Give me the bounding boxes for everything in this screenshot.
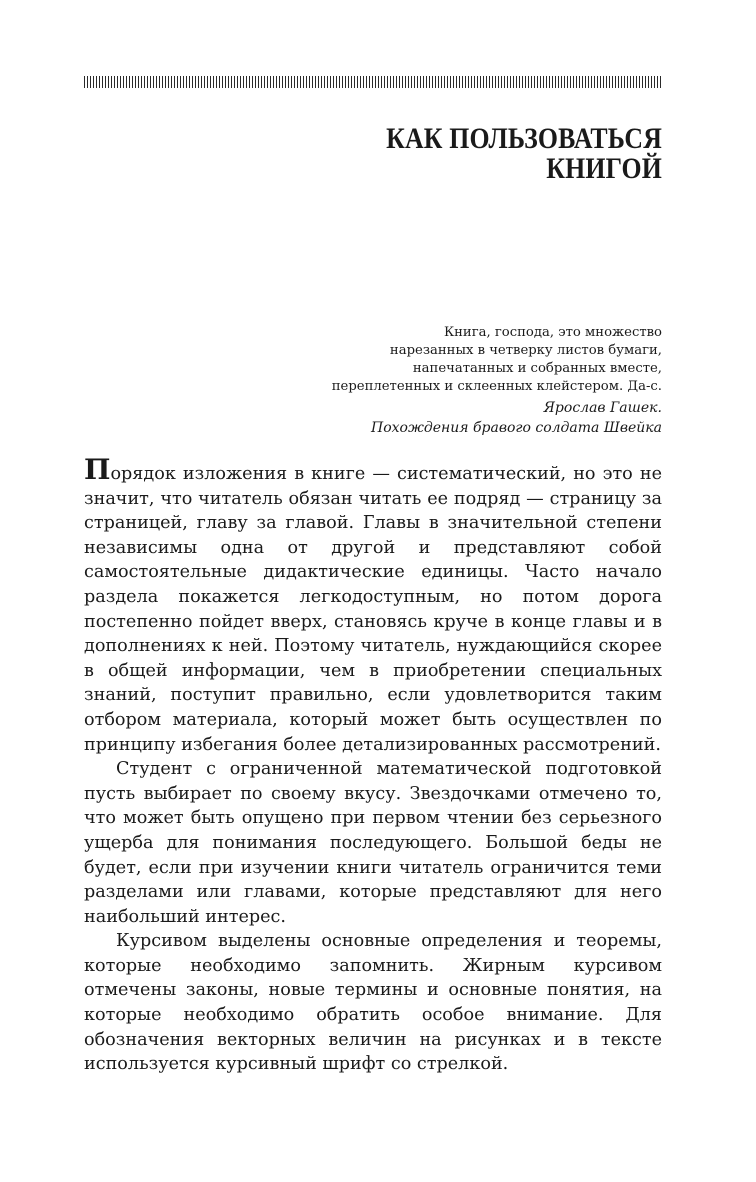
- page: [84, 76, 662, 1077]
- epigraph-author: Ярослав Гашек.: [543, 400, 662, 416]
- body-text: [84, 453, 662, 1077]
- epigraph: [84, 324, 662, 438]
- paragraph-3: Курсивом выделены основные определения и теоремы, которые необходимо запомнить. Жирным курсивом отмечены законы, новые термины и основные понятия, на которые необходимо обратить особое внимание. Для обозначения векторных величин на рисунках и в тексте используется курсивный шрифт со стрелкой.: [84, 931, 662, 1075]
- chapter-title: [165, 124, 662, 184]
- paragraph-2: Студент с ограниченной математической подготовкой пусть выбирает по своему вкусу. Звездочками отмечено то, что может быть опущено при первом чтении без серьезного ущерба для понимания последующего. Большой беды не будет, если при изучении книги читатель ограничится теми разделами или главами, которые представляют для него наибольший интерес.: [84, 759, 662, 927]
- paragraph-1-text: орядок изложения в книге — систематический, но это не значит, что читатель обязан читать ее подряд — страницу за страницей, главу за главой. Главы в значительной степени независимы одна от другой и представляют собой самостоятельные дидактические единицы. Часто начало раздела покажется легкодоступным, но потом дорога постепенно пойдет вверх, становясь круче в конце главы и в дополнениях к ней. Поэтому читатель, нуждающийся скорее в общей информации, чем в приобретении специальных знаний, поступит правильно, если удовлетворится таким отбором материала, который может быть осуществлен по принципу избегания более детализированных рассмотрений.: [84, 464, 662, 755]
- chapter-title-line-2: КНИГОЙ: [546, 152, 662, 185]
- paragraph-1: [84, 453, 662, 757]
- epigraph-line: напечатанных и собранных вместе,: [412, 361, 662, 376]
- drop-cap: П: [84, 453, 111, 486]
- decorative-hatched-rule: [84, 76, 662, 88]
- epigraph-line: нарезанных в четверку листов бумаги,: [389, 343, 662, 358]
- epigraph-line: переплетенных и склеенных клейстером. Да-с.: [331, 379, 662, 394]
- epigraph-line: Книга, господа, это множество: [443, 325, 662, 340]
- chapter-title-line-1: КАК ПОЛЬЗОВАТЬСЯ: [386, 122, 662, 155]
- epigraph-work: Похождения бравого солдата Швейка: [371, 420, 662, 436]
